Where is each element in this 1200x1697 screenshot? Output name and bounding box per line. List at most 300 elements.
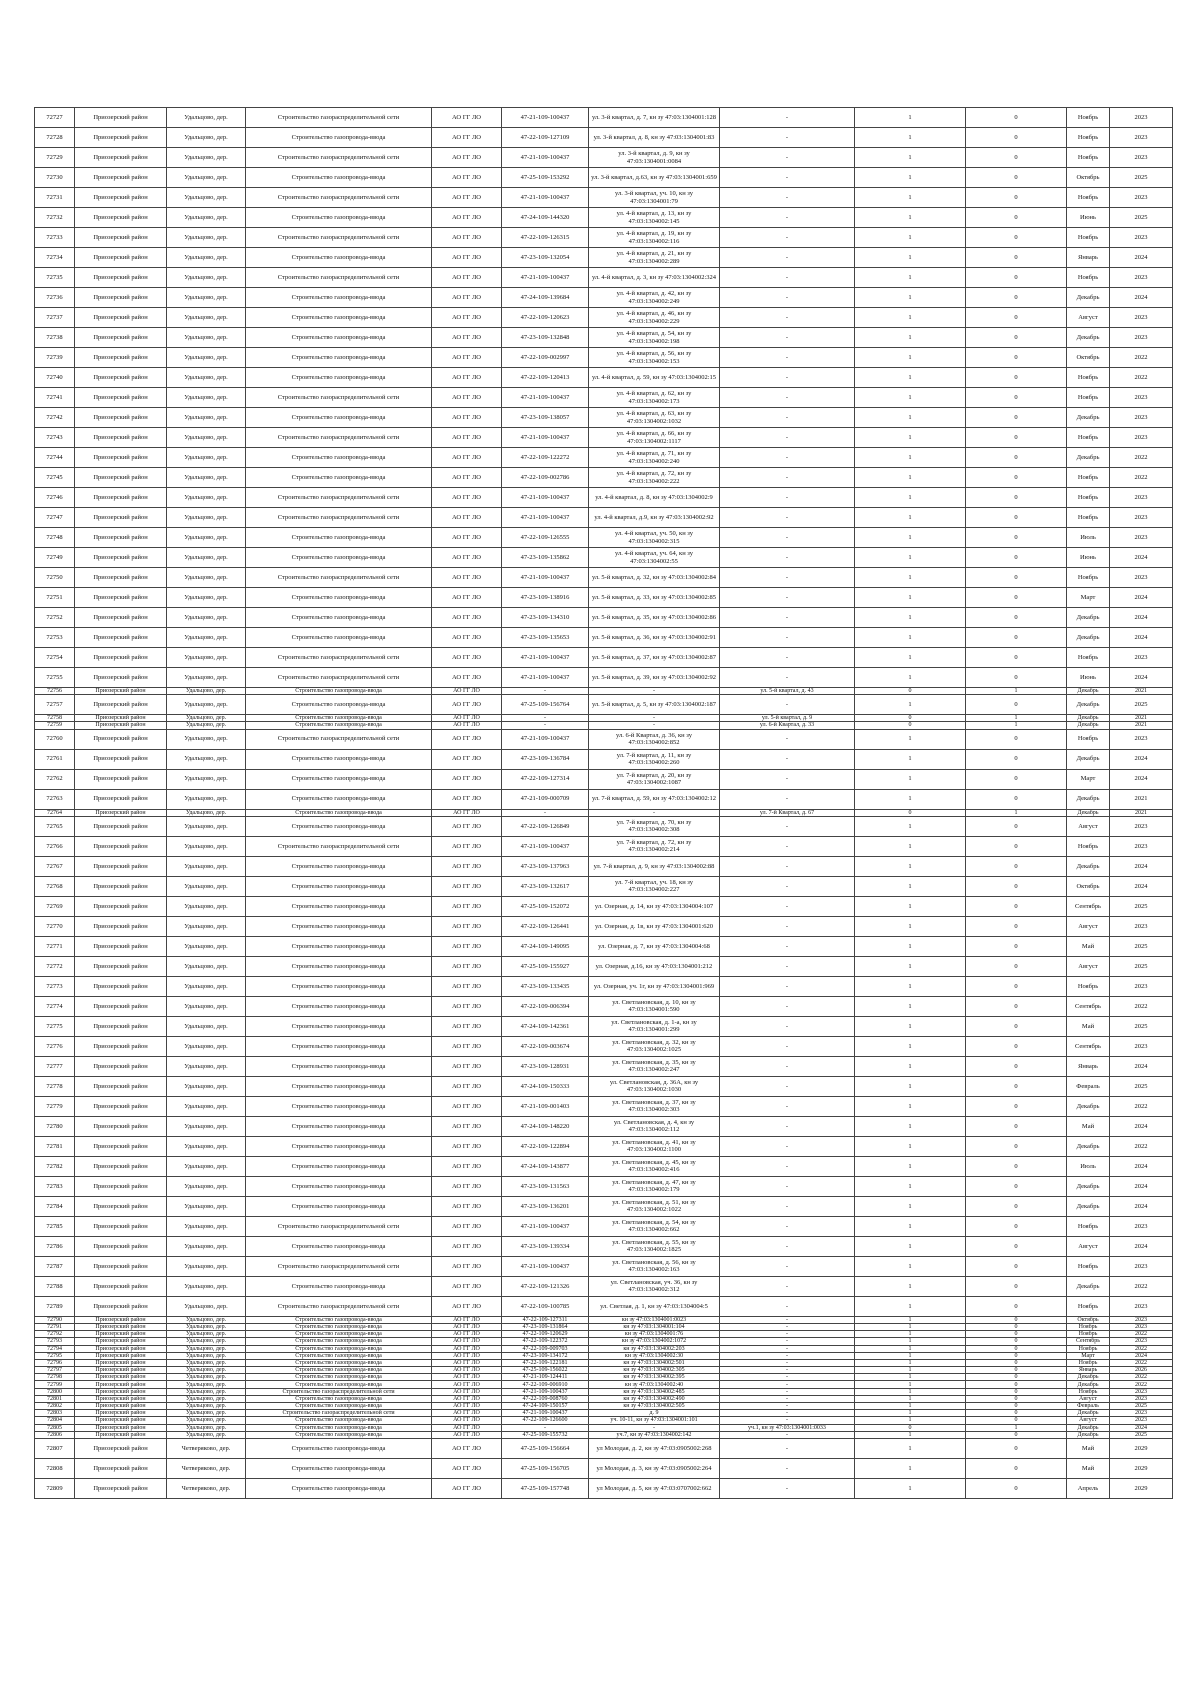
organization-cell: АО ГГ ЛО (432, 488, 502, 508)
alt-address-cell: ул. 5-й квартал, д. 9 (720, 715, 855, 722)
count-2-cell: 0 (966, 769, 1067, 789)
table-row (35, 588, 1173, 608)
work-type-cell: Строительство газопровода-ввода (246, 1331, 432, 1338)
year-cell: 2021 (1110, 789, 1173, 809)
settlement-cell: Удальцово, дер. (167, 749, 246, 769)
count-2-cell: 0 (966, 668, 1067, 688)
month-cell: Ноябрь (1067, 188, 1110, 208)
row-id-cell: 72752 (35, 608, 75, 628)
work-type-cell: Строительство газопровода-ввода (246, 976, 432, 996)
alt-address-cell: - (720, 769, 855, 789)
district-cell: Приозерский район (75, 548, 167, 568)
table-row (35, 1236, 1173, 1256)
organization-cell: АО ГГ ЛО (432, 168, 502, 188)
count-2-cell: 0 (966, 1359, 1067, 1366)
month-cell: Январь (1067, 1367, 1110, 1374)
table-row (35, 729, 1173, 749)
count-1-cell: 0 (855, 1424, 966, 1431)
address-cell: ул. Светлановская, д. 10, кн зу 47:03:1304001:590 (589, 996, 720, 1016)
alt-address-cell: - (720, 856, 855, 876)
row-id-cell: 72734 (35, 248, 75, 268)
count-1-cell: 1 (855, 268, 966, 288)
count-1-cell: 0 (855, 715, 966, 722)
count-1-cell: 1 (855, 1381, 966, 1388)
district-cell: Приозерский район (75, 428, 167, 448)
table-row (35, 816, 1173, 836)
application-number-cell: 47-21-109-100437 (502, 668, 589, 688)
settlement-cell: Удальцово, дер. (167, 288, 246, 308)
district-cell: Приозерский район (75, 1338, 167, 1345)
row-id-cell: 72756 (35, 688, 75, 695)
settlement-cell: Удальцово, дер. (167, 1410, 246, 1417)
row-id-cell: 72809 (35, 1478, 75, 1498)
count-2-cell: 0 (966, 568, 1067, 588)
count-1-cell: 1 (855, 1438, 966, 1458)
work-type-cell: Строительство газопровода-ввода (246, 128, 432, 148)
organization-cell: АО ГГ ЛО (432, 1424, 502, 1431)
table-row (35, 1478, 1173, 1498)
count-2-cell: 1 (966, 809, 1067, 816)
count-2-cell: 0 (966, 1478, 1067, 1498)
address-cell: д. 9 (589, 1410, 720, 1417)
year-cell: 2024 (1110, 588, 1173, 608)
organization-cell: АО ГГ ЛО (432, 1036, 502, 1056)
application-number-cell: 47-23-109-132054 (502, 248, 589, 268)
table-row (35, 1323, 1173, 1330)
count-2-cell: 0 (966, 789, 1067, 809)
organization-cell: АО ГГ ЛО (432, 996, 502, 1016)
alt-address-cell: ул. 6-й Квартал, д. 33 (720, 722, 855, 729)
count-1-cell: 1 (855, 1136, 966, 1156)
address-cell: ул. Светлановская, д. 37, кн зу 47:03:1304002:303 (589, 1096, 720, 1116)
count-1-cell: 1 (855, 228, 966, 248)
year-cell: 2023 (1110, 228, 1173, 248)
district-cell: Приозерский район (75, 809, 167, 816)
table-row (35, 1367, 1173, 1374)
district-cell: Приозерский район (75, 308, 167, 328)
address-cell: ул. 3-й квартал, д. 8, кн зу 47:03:1304001:83 (589, 128, 720, 148)
alt-address-cell: - (720, 568, 855, 588)
alt-address-cell: - (720, 668, 855, 688)
month-cell: Ноябрь (1067, 468, 1110, 488)
alt-address-cell: - (720, 288, 855, 308)
address-cell: ул. 5-й квартал, д. 36, кн зу 47:03:1304002:91 (589, 628, 720, 648)
settlement-cell: Удальцово, дер. (167, 208, 246, 228)
year-cell: 2024 (1110, 769, 1173, 789)
work-type-cell: Строительство газопровода-ввода (246, 1056, 432, 1076)
application-number-cell: - (502, 809, 589, 816)
address-cell: ул. Светлановская, д. 56, кн зу 47:03:1304002:163 (589, 1256, 720, 1276)
table-row (35, 1176, 1173, 1196)
row-id-cell: 72798 (35, 1374, 75, 1381)
year-cell: 2025 (1110, 1403, 1173, 1410)
alt-address-cell: - (720, 448, 855, 468)
organization-cell: АО ГГ ЛО (432, 1458, 502, 1478)
month-cell: Ноябрь (1067, 148, 1110, 168)
table-row (35, 468, 1173, 488)
work-type-cell: Строительство газопровода-ввода (246, 348, 432, 368)
alt-address-cell: - (720, 1403, 855, 1410)
month-cell: Декабрь (1067, 1276, 1110, 1296)
organization-cell: АО ГГ ЛО (432, 936, 502, 956)
table-row (35, 1096, 1173, 1116)
row-id-cell: 72750 (35, 568, 75, 588)
count-2-cell: 0 (966, 208, 1067, 228)
organization-cell: АО ГГ ЛО (432, 896, 502, 916)
table-row (35, 1374, 1173, 1381)
count-1-cell: 1 (855, 836, 966, 856)
month-cell: Декабрь (1067, 1410, 1110, 1417)
row-id-cell: 72742 (35, 408, 75, 428)
application-number-cell: 47-22-109-121326 (502, 1276, 589, 1296)
row-id-cell: 72786 (35, 1236, 75, 1256)
organization-cell: АО ГГ ЛО (432, 789, 502, 809)
count-1-cell: 1 (855, 1296, 966, 1316)
year-cell: 2023 (1110, 528, 1173, 548)
alt-address-cell: - (720, 128, 855, 148)
work-type-cell: Строительство газопровода-ввода (246, 1016, 432, 1036)
count-1-cell: 1 (855, 1176, 966, 1196)
count-2-cell: 0 (966, 1256, 1067, 1276)
count-1-cell: 1 (855, 1458, 966, 1478)
organization-cell: АО ГГ ЛО (432, 1410, 502, 1417)
table-row (35, 288, 1173, 308)
year-cell: 2022 (1110, 468, 1173, 488)
address-cell: уч.7, кн зу 47:03:1304002:142 (589, 1431, 720, 1438)
address-cell: ул. Светлановская, д. 45, кн зу 47:03:1304002:416 (589, 1156, 720, 1176)
count-1-cell: 1 (855, 448, 966, 468)
alt-address-cell: - (720, 1359, 855, 1366)
district-cell: Приозерский район (75, 722, 167, 729)
year-cell: 2023 (1110, 428, 1173, 448)
organization-cell: АО ГГ ЛО (432, 568, 502, 588)
count-1-cell: 1 (855, 148, 966, 168)
organization-cell: АО ГГ ЛО (432, 1016, 502, 1036)
alt-address-cell: - (720, 1296, 855, 1316)
application-number-cell: 47-22-109-126315 (502, 228, 589, 248)
row-id-cell: 72761 (35, 749, 75, 769)
settlement-cell: Удальцово, дер. (167, 896, 246, 916)
organization-cell: АО ГГ ЛО (432, 668, 502, 688)
organization-cell: АО ГГ ЛО (432, 856, 502, 876)
district-cell: Приозерский район (75, 1036, 167, 1056)
row-id-cell: 72758 (35, 715, 75, 722)
alt-address-cell: - (720, 1395, 855, 1402)
year-cell: 2022 (1110, 1374, 1173, 1381)
count-2-cell: 0 (966, 1316, 1067, 1323)
organization-cell: АО ГГ ЛО (432, 308, 502, 328)
count-2-cell: 0 (966, 1338, 1067, 1345)
count-2-cell: 0 (966, 248, 1067, 268)
alt-address-cell: - (720, 876, 855, 896)
work-type-cell: Строительство газопровода-ввода (246, 1116, 432, 1136)
district-cell: Приозерский район (75, 769, 167, 789)
address-cell: ул Молодая, д. 5, кн зу 47:03:0707002:662 (589, 1478, 720, 1498)
alt-address-cell: ул. 5-й квартал, д. 43 (720, 688, 855, 695)
row-id-cell: 72782 (35, 1156, 75, 1176)
count-2-cell: 0 (966, 1136, 1067, 1156)
settlement-cell: Удальцово, дер. (167, 608, 246, 628)
alt-address-cell: - (720, 548, 855, 568)
table-row (35, 148, 1173, 168)
work-type-cell: Строительство газопровода-ввода (246, 588, 432, 608)
district-cell: Приозерский район (75, 668, 167, 688)
application-number-cell: 47-22-109-120629 (502, 1331, 589, 1338)
application-number-cell: 47-21-109-100437 (502, 188, 589, 208)
table-row (35, 956, 1173, 976)
settlement-cell: Удальцово, дер. (167, 248, 246, 268)
month-cell: Август (1067, 1395, 1110, 1402)
year-cell: 2023 (1110, 108, 1173, 128)
year-cell: 2025 (1110, 168, 1173, 188)
application-number-cell: 47-22-109-126555 (502, 528, 589, 548)
organization-cell: АО ГГ ЛО (432, 1345, 502, 1352)
table-row (35, 769, 1173, 789)
year-cell: 2023 (1110, 1338, 1173, 1345)
year-cell: 2023 (1110, 388, 1173, 408)
count-1-cell: 1 (855, 1403, 966, 1410)
year-cell: 2024 (1110, 608, 1173, 628)
count-2-cell: 0 (966, 916, 1067, 936)
organization-cell: АО ГГ ЛО (432, 1116, 502, 1136)
year-cell: 2023 (1110, 328, 1173, 348)
count-1-cell: 1 (855, 508, 966, 528)
year-cell: 2021 (1110, 688, 1173, 695)
organization-cell: АО ГГ ЛО (432, 508, 502, 528)
table-row (35, 1216, 1173, 1236)
application-number-cell: 47-25-109-153292 (502, 168, 589, 188)
count-2-cell: 1 (966, 715, 1067, 722)
month-cell: Ноябрь (1067, 648, 1110, 668)
count-2-cell: 0 (966, 1431, 1067, 1438)
row-id-cell: 72748 (35, 528, 75, 548)
work-type-cell: Строительство газопровода-ввода (246, 468, 432, 488)
district-cell: Приозерский район (75, 1345, 167, 1352)
month-cell: Февраль (1067, 1403, 1110, 1410)
district-cell: Приозерский район (75, 956, 167, 976)
organization-cell: АО ГГ ЛО (432, 1381, 502, 1388)
row-id-cell: 72760 (35, 729, 75, 749)
table-row (35, 548, 1173, 568)
work-type-cell: Строительство газопровода-ввода (246, 1076, 432, 1096)
table-row (35, 1156, 1173, 1176)
application-number-cell: 47-21-109-100437 (502, 1410, 589, 1417)
table-row (35, 248, 1173, 268)
table-row (35, 1338, 1173, 1345)
year-cell: 2029 (1110, 1478, 1173, 1498)
month-cell: Август (1067, 308, 1110, 328)
organization-cell: АО ГГ ЛО (432, 608, 502, 628)
table-row (35, 1352, 1173, 1359)
settlement-cell: Удальцово, дер. (167, 1395, 246, 1402)
application-number-cell: 47-23-109-139334 (502, 1236, 589, 1256)
row-id-cell: 72775 (35, 1016, 75, 1036)
application-number-cell: - (502, 722, 589, 729)
alt-address-cell: - (720, 588, 855, 608)
row-id-cell: 72767 (35, 856, 75, 876)
application-number-cell: 47-22-109-006394 (502, 996, 589, 1016)
alt-address-cell: - (720, 816, 855, 836)
year-cell: 2024 (1110, 248, 1173, 268)
year-cell: 2025 (1110, 1016, 1173, 1036)
application-number-cell: 47-23-109-138057 (502, 408, 589, 428)
count-2-cell: 0 (966, 936, 1067, 956)
count-1-cell: 1 (855, 108, 966, 128)
count-2-cell: 0 (966, 488, 1067, 508)
settlement-cell: Удальцово, дер. (167, 128, 246, 148)
organization-cell: АО ГГ ЛО (432, 648, 502, 668)
work-type-cell: Строительство газораспределительной сети (246, 1410, 432, 1417)
organization-cell: АО ГГ ЛО (432, 428, 502, 448)
settlement-cell: Удальцово, дер. (167, 916, 246, 936)
year-cell: 2023 (1110, 1316, 1173, 1323)
table-row (35, 1056, 1173, 1076)
address-cell: ул. Светлановская, д. 32, кн зу 47:03:1304002:1025 (589, 1036, 720, 1056)
count-2-cell: 0 (966, 1176, 1067, 1196)
table-row (35, 715, 1173, 722)
count-1-cell: 1 (855, 1395, 966, 1402)
application-number-cell: 47-22-109-120413 (502, 368, 589, 388)
row-id-cell: 72738 (35, 328, 75, 348)
year-cell: 2029 (1110, 1458, 1173, 1478)
table-row (35, 428, 1173, 448)
settlement-cell: Удальцово, дер. (167, 996, 246, 1016)
table-row (35, 608, 1173, 628)
count-1-cell: 1 (855, 749, 966, 769)
application-number-cell: 47-22-109-127109 (502, 128, 589, 148)
application-number-cell: 47-24-109-150157 (502, 1403, 589, 1410)
district-cell: Приозерский район (75, 648, 167, 668)
table-row (35, 722, 1173, 729)
settlement-cell: Удальцово, дер. (167, 528, 246, 548)
district-cell: Приозерский район (75, 1076, 167, 1096)
district-cell: Приозерский район (75, 568, 167, 588)
table-row (35, 1417, 1173, 1424)
month-cell: Декабрь (1067, 715, 1110, 722)
month-cell: Май (1067, 1458, 1110, 1478)
count-1-cell: 1 (855, 1359, 966, 1366)
count-1-cell: 1 (855, 388, 966, 408)
district-cell: Приозерский район (75, 1410, 167, 1417)
district-cell: Приозерский район (75, 388, 167, 408)
organization-cell: АО ГГ ЛО (432, 1056, 502, 1076)
table-row (35, 1076, 1173, 1096)
address-cell: ул. 7-й квартал, д. 72, кн зу 47:03:1304002:214 (589, 836, 720, 856)
application-number-cell: 47-23-109-135653 (502, 628, 589, 648)
application-number-cell: 47-21-109-001403 (502, 1096, 589, 1116)
table-row (35, 856, 1173, 876)
work-type-cell: Строительство газопровода-ввода (246, 1352, 432, 1359)
count-2-cell: 0 (966, 1410, 1067, 1417)
organization-cell: АО ГГ ЛО (432, 228, 502, 248)
work-type-cell: Строительство газопровода-ввода (246, 208, 432, 228)
application-number-cell: 47-21-109-000709 (502, 789, 589, 809)
month-cell: Сентябрь (1067, 1338, 1110, 1345)
month-cell: Март (1067, 769, 1110, 789)
month-cell: Ноябрь (1067, 976, 1110, 996)
table-row (35, 936, 1173, 956)
work-type-cell: Строительство газопровода-ввода (246, 956, 432, 976)
district-cell: Приозерский район (75, 1331, 167, 1338)
settlement-cell: Удальцово, дер. (167, 508, 246, 528)
district-cell: Приозерский район (75, 1256, 167, 1276)
alt-address-cell: - (720, 608, 855, 628)
table-row (35, 916, 1173, 936)
settlement-cell: Удальцово, дер. (167, 668, 246, 688)
district-cell: Приозерский район (75, 228, 167, 248)
year-cell: 2025 (1110, 208, 1173, 228)
settlement-cell: Удальцово, дер. (167, 809, 246, 816)
year-cell: 2025 (1110, 1431, 1173, 1438)
application-number-cell: 47-25-109-155732 (502, 1431, 589, 1438)
work-type-cell: Строительство газораспределительной сети (246, 108, 432, 128)
month-cell: Ноябрь (1067, 568, 1110, 588)
district-cell: Приозерский район (75, 1395, 167, 1402)
organization-cell: АО ГГ ЛО (432, 876, 502, 896)
district-cell: Приозерский район (75, 996, 167, 1016)
application-number-cell: 47-22-109-122272 (502, 448, 589, 468)
application-number-cell: 47-24-109-144320 (502, 208, 589, 228)
organization-cell: АО ГГ ЛО (432, 388, 502, 408)
year-cell: 2023 (1110, 836, 1173, 856)
month-cell: Декабрь (1067, 288, 1110, 308)
count-1-cell: 1 (855, 1156, 966, 1176)
count-2-cell: 0 (966, 648, 1067, 668)
address-cell: ул. 7-й квартал, д. 70, кн зу 47:03:1304002:308 (589, 816, 720, 836)
row-id-cell: 72732 (35, 208, 75, 228)
row-id-cell: 72777 (35, 1056, 75, 1076)
alt-address-cell: - (720, 628, 855, 648)
alt-address-cell: - (720, 1216, 855, 1236)
address-cell: кн зу 47:03:1304001:0023 (589, 1316, 720, 1323)
month-cell: Ноябрь (1067, 1256, 1110, 1276)
address-cell: ул. 4-й квартал, д. 71, кн зу 47:03:1304002:240 (589, 448, 720, 468)
alt-address-cell: - (720, 1256, 855, 1276)
table-row (35, 1196, 1173, 1216)
row-id-cell: 72757 (35, 695, 75, 715)
alt-address-cell: - (720, 996, 855, 1016)
count-1-cell: 1 (855, 1345, 966, 1352)
work-type-cell: Строительство газопровода-ввода (246, 1338, 432, 1345)
row-id-cell: 72749 (35, 548, 75, 568)
year-cell: 2022 (1110, 1359, 1173, 1366)
table-row (35, 1359, 1173, 1366)
row-id-cell: 72781 (35, 1136, 75, 1156)
alt-address-cell: - (720, 695, 855, 715)
alt-address-cell: - (720, 916, 855, 936)
application-number-cell: 47-21-109-100437 (502, 729, 589, 749)
settlement-cell: Удальцово, дер. (167, 148, 246, 168)
address-cell: ул. 4-й квартал, д. 13, кн зу 47:03:1304002:145 (589, 208, 720, 228)
settlement-cell: Удальцово, дер. (167, 1156, 246, 1176)
year-cell: 2025 (1110, 695, 1173, 715)
organization-cell: АО ГГ ЛО (432, 1236, 502, 1256)
application-number-cell: 47-24-109-143877 (502, 1156, 589, 1176)
settlement-cell: Удальцово, дер. (167, 1323, 246, 1330)
row-id-cell: 72796 (35, 1359, 75, 1366)
row-id-cell: 72774 (35, 996, 75, 1016)
settlement-cell: Удальцово, дер. (167, 448, 246, 468)
address-cell: ул. Светлановская, д. 47, кн зу 47:03:1304002:179 (589, 1176, 720, 1196)
year-cell: 2023 (1110, 816, 1173, 836)
settlement-cell: Удальцово, дер. (167, 956, 246, 976)
month-cell: Март (1067, 1352, 1110, 1359)
application-number-cell: 47-21-109-100437 (502, 1256, 589, 1276)
address-cell: ул. 4-й квартал, д. 63, кн зу 47:03:1304002:1032 (589, 408, 720, 428)
organization-cell: АО ГГ ЛО (432, 1331, 502, 1338)
table-row (35, 388, 1173, 408)
application-number-cell: 47-25-109-152072 (502, 896, 589, 916)
